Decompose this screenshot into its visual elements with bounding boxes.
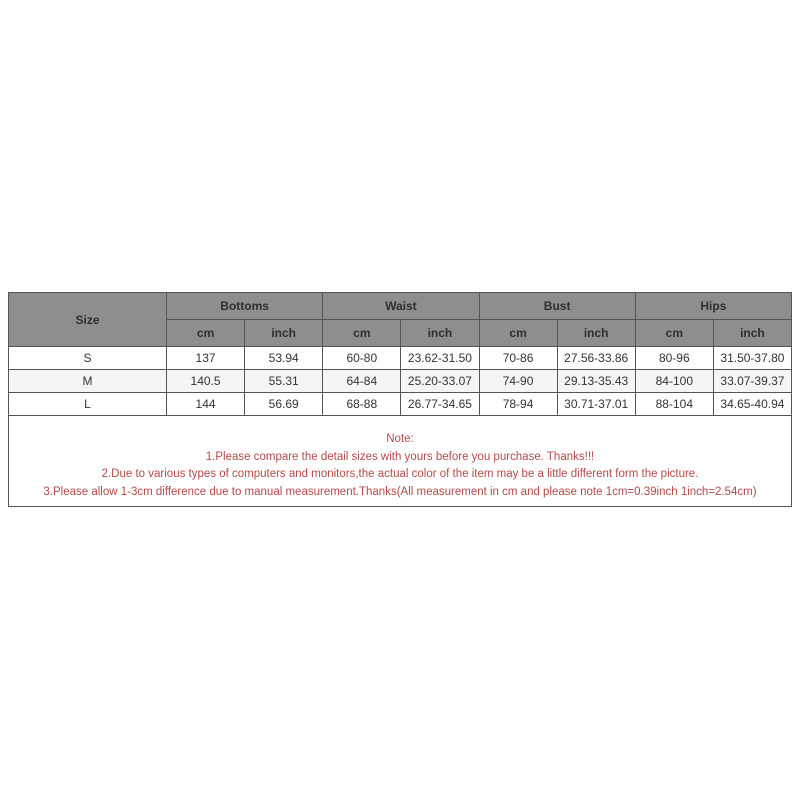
measurement-cell: 34.65-40.94 [713, 393, 791, 416]
measurement-cell: 55.31 [245, 370, 323, 393]
table-row-m [9, 370, 792, 393]
measurement-cell: 30.71-37.01 [557, 393, 635, 416]
measurement-cell: 78-94 [479, 393, 557, 416]
waist-group-header: Waist [323, 293, 479, 320]
measurement-cell: 70-86 [479, 347, 557, 370]
hips-group-header: Hips [635, 293, 791, 320]
measurement-cell: 64-84 [323, 370, 401, 393]
bust-group-header: Bust [479, 293, 635, 320]
measurement-cell: 56.69 [245, 393, 323, 416]
bottoms-inch-header: inch [245, 320, 323, 347]
size-column-header: Size [9, 293, 167, 347]
note-line-1: 1.Please compare the detail sizes with yours before you purchase. Thanks!!! [205, 450, 595, 463]
measurement-cell: 25.20-33.07 [401, 370, 479, 393]
measurement-cell: 137 [167, 347, 245, 370]
size-chart-table [8, 292, 792, 416]
table-header [9, 293, 792, 347]
measurement-cell: 84-100 [635, 370, 713, 393]
size-cell: L [9, 393, 167, 416]
table-row-s [9, 347, 792, 370]
bust-cm-header: cm [479, 320, 557, 347]
table-body [9, 347, 792, 416]
note-box [8, 416, 792, 507]
measurement-cell: 27.56-33.86 [557, 347, 635, 370]
size-cell: S [9, 347, 167, 370]
group-header-row [9, 293, 792, 320]
measurement-cell: 68-88 [323, 393, 401, 416]
bottoms-cm-header: cm [167, 320, 245, 347]
waist-cm-header: cm [323, 320, 401, 347]
measurement-cell: 80-96 [635, 347, 713, 370]
measurement-cell: 33.07-39.37 [713, 370, 791, 393]
hips-inch-header: inch [713, 320, 791, 347]
size-chart [8, 292, 792, 507]
bust-inch-header: inch [557, 320, 635, 347]
measurement-cell: 60-80 [323, 347, 401, 370]
measurement-cell: 88-104 [635, 393, 713, 416]
note-title: Note: [386, 433, 414, 445]
bottoms-group-header: Bottoms [167, 293, 323, 320]
measurement-cell: 53.94 [245, 347, 323, 370]
measurement-cell: 31.50-37.80 [713, 347, 791, 370]
size-cell: M [9, 370, 167, 393]
hips-cm-header: cm [635, 320, 713, 347]
measurement-cell: 26.77-34.65 [401, 393, 479, 416]
measurement-cell: 29.13-35.43 [557, 370, 635, 393]
measurement-cell: 140.5 [167, 370, 245, 393]
table-row-l [9, 393, 792, 416]
note-line-3: 3.Please allow 1-3cm difference due to manual measurement.Thanks(All measurement in cm and please note 1cm=0.39inch 1inch=2.54cm) [43, 485, 757, 498]
measurement-cell: 23.62-31.50 [401, 347, 479, 370]
measurement-cell: 74-90 [479, 370, 557, 393]
note-line-2: 2.Due to various types of computers and monitors,the actual color of the item may be a little different form the picture. [101, 468, 699, 480]
measurement-cell: 144 [167, 393, 245, 416]
waist-inch-header: inch [401, 320, 479, 347]
